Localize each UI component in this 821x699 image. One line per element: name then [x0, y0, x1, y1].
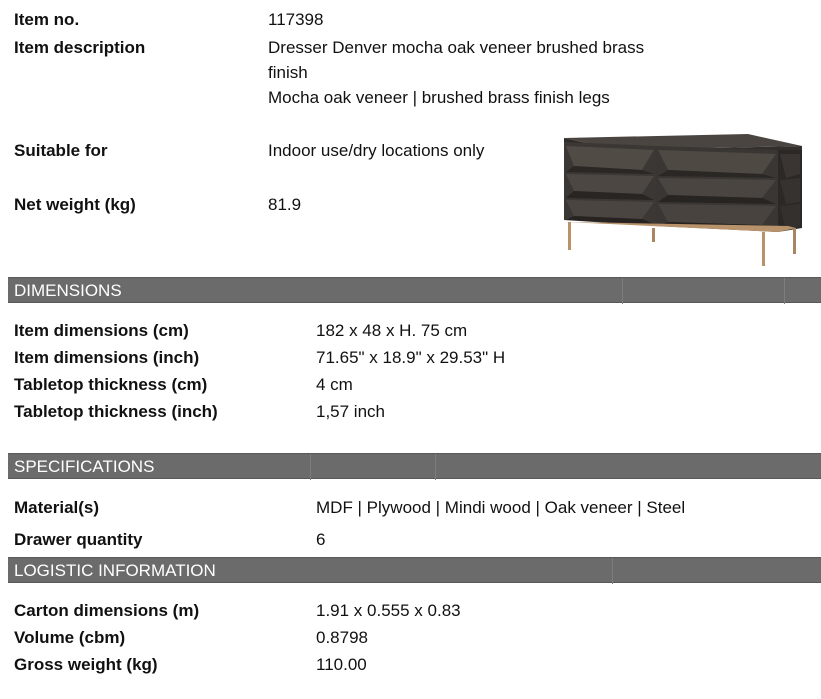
dimensions-row-label: Tabletop thickness (cm)	[14, 375, 208, 394]
logistic-row-value: 110.00	[316, 655, 367, 674]
net-weight-value: 81.9	[268, 195, 302, 214]
item-no-label: Item no.	[14, 10, 80, 29]
item-description-line-1: Dresser Denver mocha oak veneer brushed brass	[268, 38, 645, 57]
header-divider	[784, 278, 785, 304]
dimensions-row-label: Item dimensions (inch)	[14, 348, 200, 367]
dimensions-row-label: Item dimensions (cm)	[14, 321, 189, 340]
suitable-for-value: Indoor use/dry locations only	[268, 141, 485, 160]
dimensions-row-label: Tabletop thickness (inch)	[14, 402, 218, 421]
section-title-specifications: SPECIFICATIONS	[14, 457, 155, 476]
item-description-line-3: Mocha oak veneer | brushed brass finish legs	[268, 88, 610, 107]
header-divider	[310, 454, 311, 480]
section-title-logistic: LOGISTIC INFORMATION	[14, 561, 216, 580]
logistic-row-label: Carton dimensions (m)	[14, 601, 200, 620]
section-header-dimensions	[8, 277, 821, 303]
specifications-row-label: Material(s)	[14, 498, 100, 517]
section-header-specifications	[8, 453, 821, 479]
dimensions-row-value: 1,57 inch	[316, 402, 385, 421]
logistic-row-label: Volume (cbm)	[14, 628, 126, 647]
specifications-row-value: 6	[316, 530, 326, 549]
dimensions-row-value: 182 x 48 x H. 75 cm	[316, 321, 468, 340]
item-description-line-2: finish	[268, 63, 308, 82]
specifications-row-label: Drawer quantity	[14, 530, 143, 549]
logistic-row-value: 1.91 x 0.555 x 0.83	[316, 601, 461, 620]
section-title-dimensions: DIMENSIONS	[14, 281, 122, 300]
item-description-label: Item description	[14, 38, 146, 57]
header-divider	[612, 558, 613, 584]
dimensions-row-value: 4 cm	[316, 375, 353, 394]
suitable-for-label: Suitable for	[14, 141, 108, 160]
item-no-value: 117398	[268, 10, 324, 29]
header-divider	[622, 278, 623, 304]
header-divider	[435, 454, 436, 480]
dresser-product-image	[556, 128, 806, 270]
logistic-row-value: 0.8798	[316, 628, 368, 647]
dimensions-row-value: 71.65" x 18.9" x 29.53" H	[316, 348, 506, 367]
logistic-row-label: Gross weight (kg)	[14, 655, 158, 674]
section-header-logistic	[8, 557, 821, 583]
specifications-row-value: MDF | Plywood | Mindi wood | Oak veneer | Steel	[316, 498, 686, 517]
net-weight-label: Net weight (kg)	[14, 195, 136, 214]
